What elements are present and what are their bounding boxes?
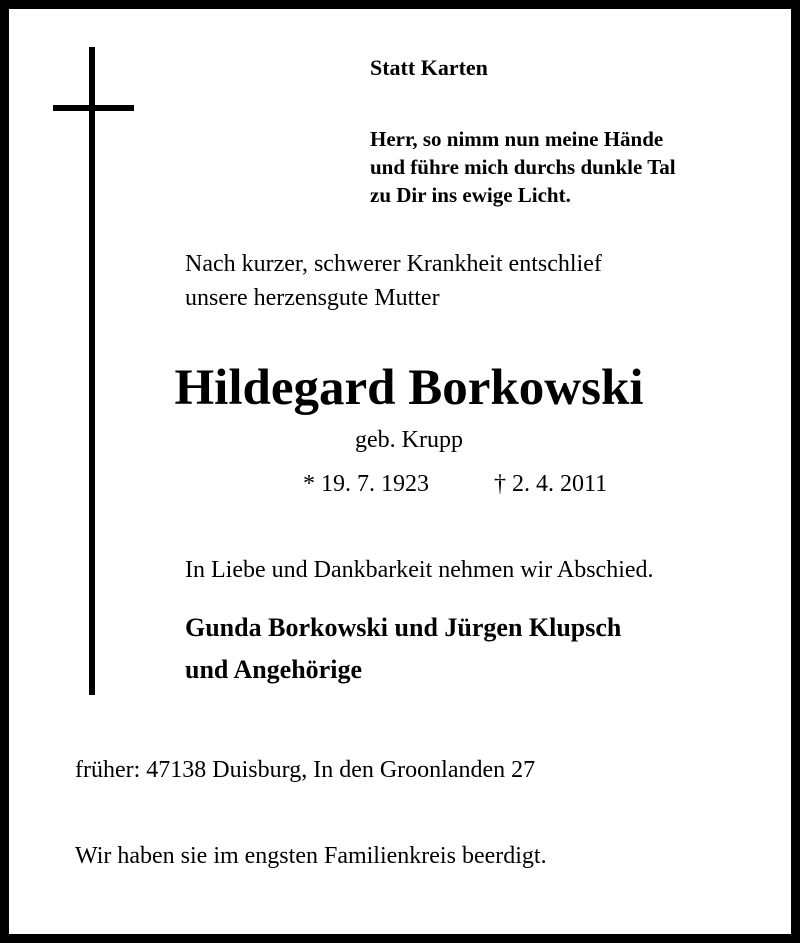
farewell-text: In Liebe und Dankbarkeit nehmen wir Abschied. [185,557,654,583]
cross-horizontal-bar [53,105,134,111]
death-date: † 2. 4. 2011 [494,471,608,497]
verse-line: und führe mich durchs dunkle Tal [370,155,676,179]
intro-line: Nach kurzer, schwerer Krankheit entschlief [185,251,602,277]
verse-line: Herr, so nimm nun meine Hände [370,127,664,151]
verse-block [370,125,676,209]
birth-date: * 19. 7. 1923 [303,471,429,497]
intro-line: unsere herzensgute Mutter [185,285,440,311]
intro-text [185,247,602,315]
statt-karten-heading: Statt Karten [370,55,488,80]
former-address: früher: 47138 Duisburg, In den Groonlanden 27 [75,757,536,783]
deceased-name: Hildegard Borkowski [174,360,644,416]
funeral-note: Wir haben sie im engsten Familienkreis beerdigt. [75,843,547,869]
family-line: und Angehörige [185,655,362,684]
family-line: Gunda Borkowski und Jürgen Klupsch [185,613,622,642]
birth-name: geb. Krupp [355,427,463,453]
family-signature [185,607,621,691]
verse-line: zu Dir ins ewige Licht. [370,183,571,207]
